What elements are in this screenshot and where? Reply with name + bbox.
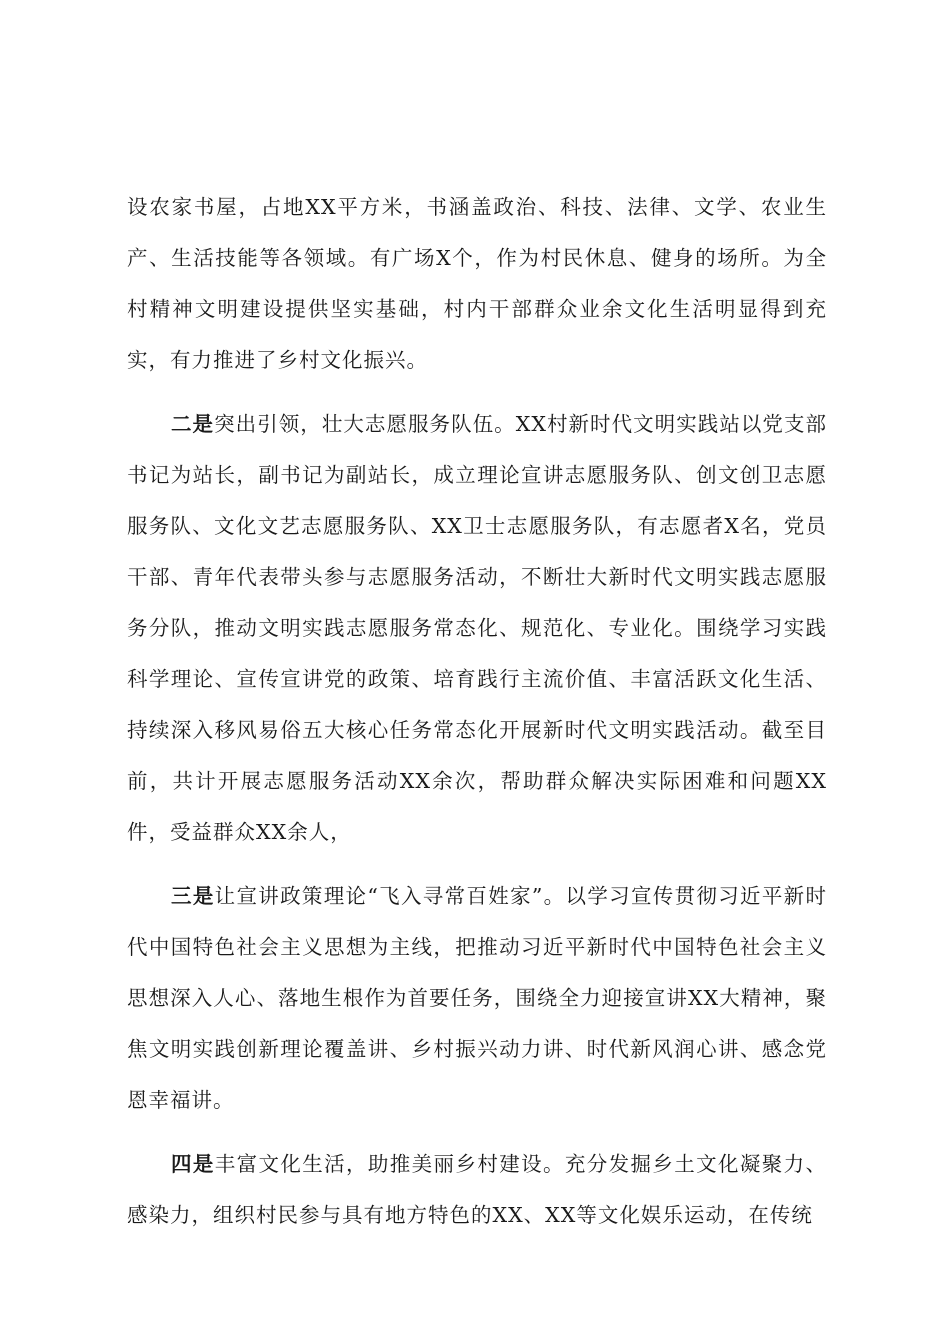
paragraph-policy-lectures — [127, 871, 827, 1126]
paragraph-text: 让宣讲政策理论“飞入寻常百姓家”。以学习宣传贯彻习近平新时代中国特色社会主义思想为主线，把推动习近平新时代中国特色社会主义思想深入人心、落地生根作为首要任务，围绕全力迎接宣讲XX大精神，聚焦文明实践创新理论覆盖讲、乡村振兴动力讲、时代新风润心讲、感念党恩幸福讲。 — [127, 884, 827, 1112]
paragraph-text: 设农家书屋，占地XX平方米，书涵盖政治、科技、法律、文学、农业生产、生活技能等各领域。有广场X个，作为村民休息、健身的场所。为全村精神文明建设提供坚实基础，村内干部群众业余文化生活明显得到充实，有力推进了乡村文化振兴。 — [127, 195, 827, 372]
paragraph-volunteer-service — [127, 399, 827, 858]
paragraph-lead: 三是 — [171, 884, 215, 908]
paragraph-lead: 四是 — [171, 1152, 215, 1176]
paragraph-text: 丰富文化生活，助推美丽乡村建设。充分发掘乡土文化凝聚力、感染力，组织村民参与具有地方特色的XX、XX等文化娱乐运动，在传统 — [127, 1152, 828, 1227]
paragraph-lead: 二是 — [171, 412, 215, 436]
document-body — [127, 182, 827, 1241]
paragraph-text: 突出引领，壮大志愿服务队伍。XX村新时代文明实践站以党支部书记为站长，副书记为副站长，成立理论宣讲志愿服务队、创文创卫志愿服务队、文化文艺志愿服务队、XX卫士志愿服务队，有志愿者X名，党员干部、青年代表带头参与志愿服务活动，不断壮大新时代文明实践志愿服务分队，推动文明实践志愿服务常态化、规范化、专业化。围绕学习实践科学理论、宣传宣讲党的政策、培育践行主流价值、丰富活跃文化生活、持续深入移风易俗五大核心任务常态化开展新时代文明实践活动。截至目前，共计开展志愿服务活动XX余次，帮助群众解决实际困难和问题XX件，受益群众XX余人， — [127, 412, 828, 844]
paragraph-cultural-life — [127, 1139, 827, 1241]
paragraph-continuation — [127, 182, 827, 386]
